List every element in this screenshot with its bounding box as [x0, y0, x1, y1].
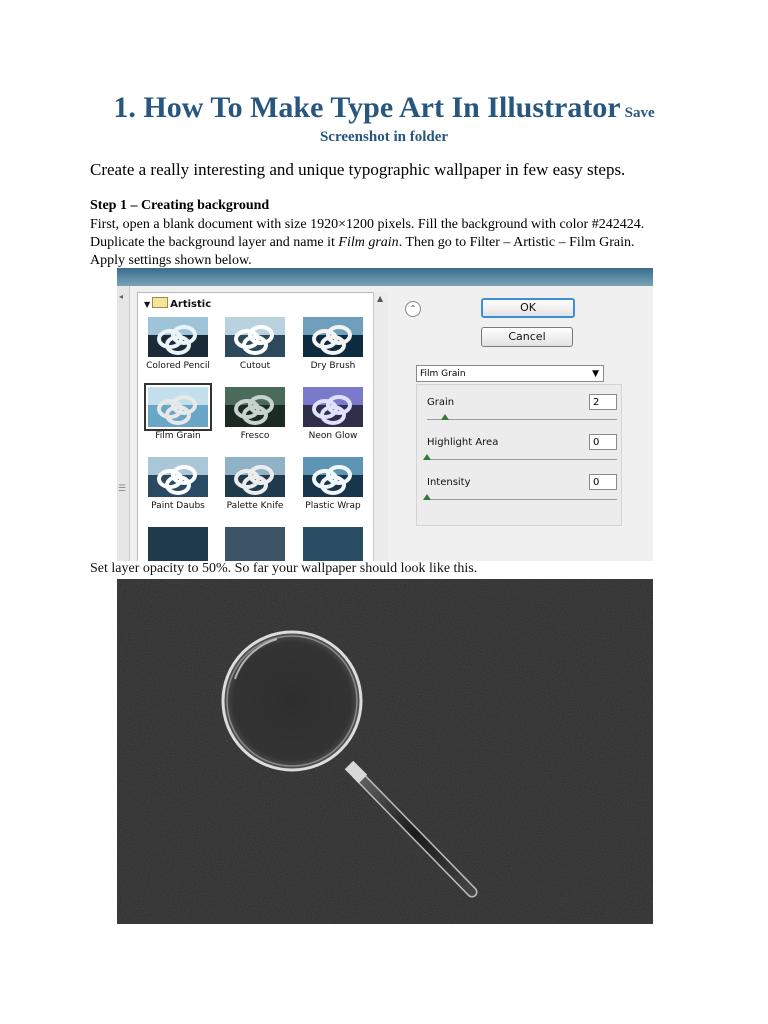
filter-thumbnail[interactable]: [225, 387, 285, 427]
filter-thumbnail-label: Dry Brush: [310, 361, 356, 371]
step-text-2: . Then go to Filter – Artistic – Film Grain. Apply settings shown below.: [90, 235, 635, 268]
grain-slider-track[interactable]: [427, 419, 617, 420]
grain-label: Grain: [427, 397, 455, 408]
filter-thumbnail[interactable]: [303, 387, 363, 427]
scroll-up-icon: ▲: [377, 294, 384, 303]
filter-thumbnail-image: [303, 457, 363, 497]
left-panel-strip: [117, 286, 130, 561]
filter-thumbnail[interactable]: [148, 387, 208, 427]
filter-thumbnail[interactable]: [225, 527, 285, 561]
filter-thumbnail-image: [225, 457, 285, 497]
caption-text: Set layer opacity to 50%. So far your wallpaper should look like this.: [90, 561, 478, 576]
filter-thumbnail-image: [148, 457, 208, 497]
expand-triangle-icon: ▼: [144, 300, 151, 309]
folder-artistic[interactable]: [144, 297, 211, 310]
intensity-label: Intensity: [427, 477, 471, 488]
collapse-gallery-button[interactable]: ⌃: [405, 301, 421, 317]
filter-thumbnail-image: [303, 387, 363, 427]
step-text-italic: Film grain: [338, 235, 399, 250]
ok-button[interactable]: OK: [481, 298, 575, 318]
filter-settings-panel: [416, 384, 622, 526]
filter-thumbnail-label: Cutout: [239, 361, 271, 371]
grain-slider-knob[interactable]: [441, 414, 449, 420]
highlight-area-slider-knob[interactable]: [423, 454, 431, 460]
intensity-input[interactable]: 0: [589, 474, 617, 490]
grain-input[interactable]: 2: [589, 394, 617, 410]
collapse-arrow-icon: ◂: [119, 292, 124, 301]
highlight-area-slider-track[interactable]: [427, 459, 617, 460]
filter-thumbnail-image: [225, 387, 285, 427]
filter-thumbnail-label: Fresco: [240, 431, 270, 441]
filter-thumbnail-label: Neon Glow: [308, 431, 358, 441]
filter-thumbnail-image: [225, 317, 285, 357]
intensity-slider-knob[interactable]: [423, 494, 431, 500]
filter-thumbnail[interactable]: [225, 317, 285, 357]
magnifying-glass-icon: [117, 579, 653, 924]
filter-thumbnail[interactable]: [303, 457, 363, 497]
filter-thumbnail[interactable]: [225, 457, 285, 497]
grip-icon: ☰: [118, 484, 127, 494]
cancel-button[interactable]: Cancel: [481, 327, 573, 347]
step-paragraph: [90, 216, 670, 270]
intro-text: Create a really interesting and unique typographic wallpaper in few easy steps.: [90, 160, 626, 179]
filter-thumbnail-label: Colored Pencil: [146, 361, 210, 371]
folder-icon: [152, 297, 168, 308]
filter-thumbnail-image: [148, 317, 208, 357]
highlight-area-input[interactable]: 0: [589, 434, 617, 450]
filter-gallery-screenshot: [117, 268, 653, 561]
page-title: [0, 92, 768, 145]
filter-thumbnail-image: [148, 387, 208, 427]
step-heading: Step 1 – Creating background: [90, 198, 270, 213]
chevron-down-icon: ▼: [592, 369, 599, 379]
filter-thumbnail[interactable]: [148, 527, 208, 561]
filter-thumbnail-label: Palette Knife: [226, 501, 284, 511]
step-text-1: First, open a blank document with size 1920×1200 pixels. Fill the background with color #242424. Duplicate the background layer and name it: [90, 217, 645, 250]
highlight-area-label: Highlight Area: [427, 437, 499, 448]
filter-thumbnail[interactable]: [148, 317, 208, 357]
filter-thumbnail[interactable]: [148, 457, 208, 497]
filter-thumbnail[interactable]: [303, 317, 363, 357]
filter-thumbnail-label: Plastic Wrap: [305, 501, 361, 511]
title-sub: Screenshot in folder: [319, 128, 449, 145]
filter-select[interactable]: [416, 365, 604, 382]
gallery-scrollbar[interactable]: [373, 292, 388, 561]
filter-thumbnail-label: Film Grain: [155, 431, 201, 441]
folder-label: Artistic: [170, 299, 212, 310]
title-main: 1. How To Make Type Art In Illustrator: [113, 91, 621, 124]
filter-thumbnail[interactable]: [303, 527, 363, 561]
intensity-slider-track[interactable]: [427, 499, 617, 500]
window-titlebar: [117, 268, 653, 286]
save-link[interactable]: Save: [624, 105, 655, 121]
filter-thumbnail-image: [303, 317, 363, 357]
filter-thumbnail-label: Paint Daubs: [151, 501, 205, 511]
wallpaper-preview-image: [117, 579, 653, 924]
filter-select-value: Film Grain: [420, 369, 466, 379]
